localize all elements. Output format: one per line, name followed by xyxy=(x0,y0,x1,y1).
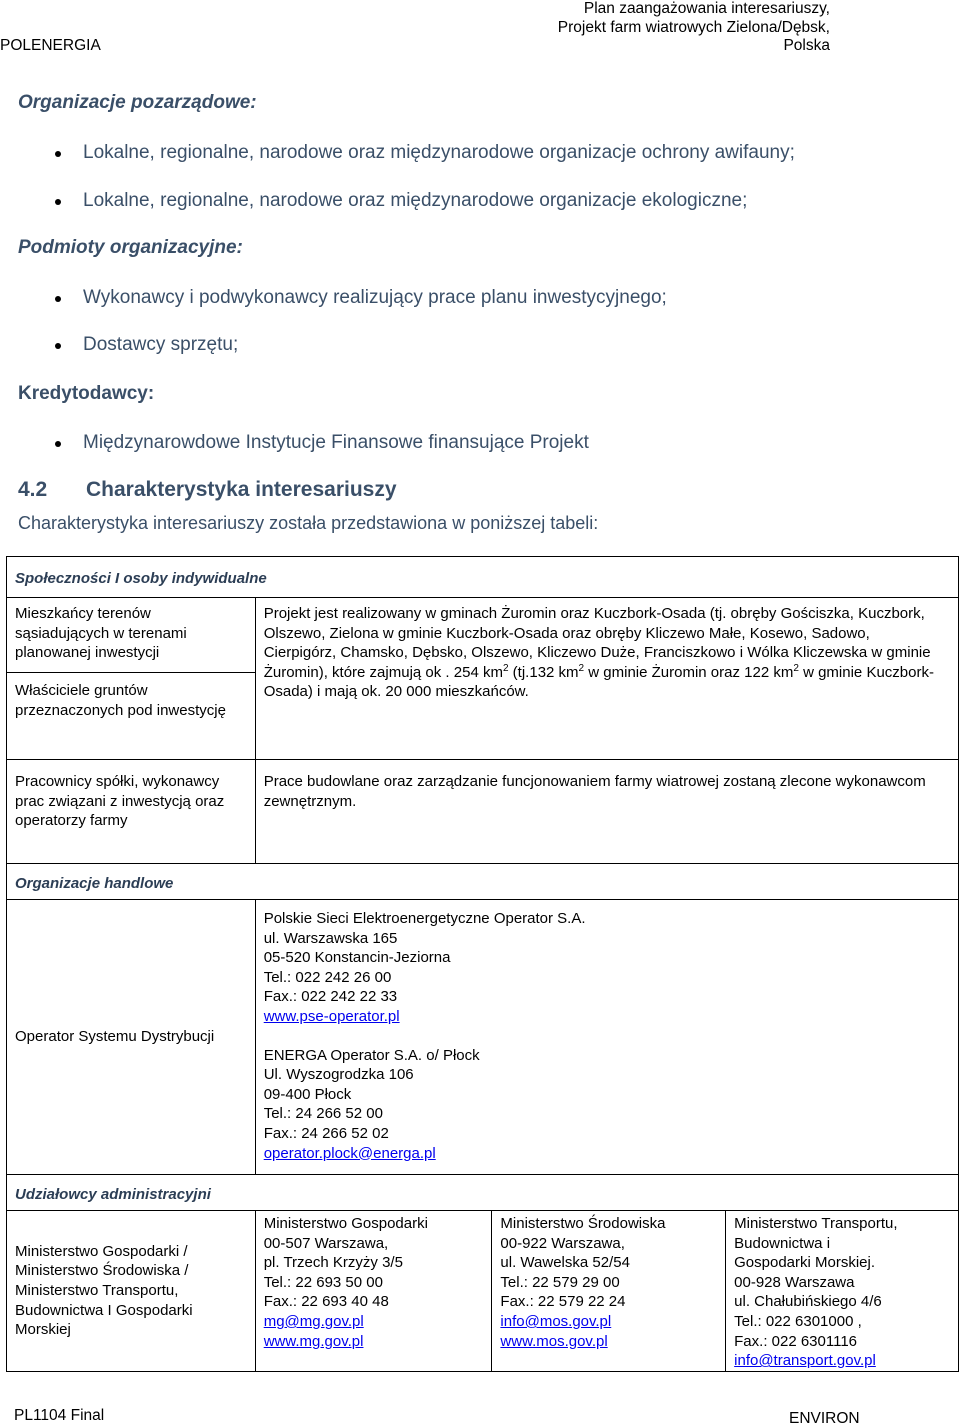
table-row xyxy=(7,864,959,900)
table-row xyxy=(7,598,959,673)
bullet-icon xyxy=(55,441,61,447)
stakeholder-table xyxy=(6,556,959,1372)
stakeholder-label: Mieszkańcy terenów sąsiadujących w terenami planowanej inwestycji xyxy=(7,598,256,673)
table-row xyxy=(7,900,959,1175)
bullet-icon xyxy=(55,199,61,205)
bullet-icon xyxy=(55,343,61,349)
intro-text: Charakterystyka interesariuszy została przedstawiona w poniższej tabeli: xyxy=(18,513,599,533)
stakeholder-label: Ministerstwo Gospodarki / Ministerstwo Środowiska / Ministerstwo Transportu, Budownictwa I Gospodarki Morskiej xyxy=(7,1211,256,1372)
document-title: Plan zaangażowania interesariuszy, Projekt farm wiatrowych Zielona/Dębsk, Polska xyxy=(557,0,830,54)
stakeholder-description: Projekt jest realizowany w gminach Żuromin oraz Kuczbork-Osada (tj. obręby Gościszka, Kuczbork, Olszewo, Zielona w gminie Kuczbork-Osada oraz obręby Kliczewo Małe, Kosewo, Sadowo, Cierpigórz, Chamsko, Dębsko, Olszewo, Kliczewo Duże, Franciszkowo i Wólka Kliczewska w gminie Żuromin), które zajmują ok . 254 $km^2$ (tj.132 $km^2$ w gminie Żuromin oraz 122 $km^2$ w gminie Kuczbork-Osada) i mają ok. 20 000 mieszkańców. xyxy=(255,598,958,760)
category-heading: Udziałowcy administracyjni xyxy=(7,1175,959,1211)
section-title: 4.2 Charakterystyka interesariuszy xyxy=(18,478,397,501)
category-heading: Społeczności I osoby indywidualne xyxy=(7,557,959,598)
section-heading-lenders: Kredytodawcy: xyxy=(18,383,155,404)
table-row xyxy=(7,557,959,598)
company-name: POLENERGIA xyxy=(0,37,101,54)
stakeholder-description: Polskie Sieci Elektroenergetyczne Operator S.A. ul. Warszawska 165 05-520 Konstancin-Jeziorna Tel.: 022 242 26 00 Fax.: 022 242 22 33 www.pse-operator.pl ENERGA Operator S.A. o/ Płock Ul. Wyszogrodzka 106 09-400 Płock Tel.: 24 266 52 00 Fax.: 24 266 52 02 operator.plock@energa.pl xyxy=(255,900,958,1175)
mos-website-link[interactable]: www.mos.gov.pl xyxy=(500,1332,608,1350)
footer-company: ENVIRON xyxy=(789,1410,860,1427)
section-heading-ngo: Organizacje pozarządowe: xyxy=(18,92,257,113)
energa-email-link[interactable]: operator.plock@energa.pl xyxy=(263,1144,436,1162)
stakeholder-label: Pracownicy spółki, wykonawcy prac związani z inwestycją oraz operatorzy farmy xyxy=(7,760,256,864)
table-row xyxy=(7,760,959,864)
stakeholder-description: Prace budowlane oraz zarządzanie funcjonowaniem farmy wiatrowej zostaną zlecone wykonawcom zewnętrznym. xyxy=(255,760,958,864)
section-heading-org: Podmioty organizacyjne: xyxy=(18,237,243,258)
stakeholder-label: Właściciele gruntów przeznaczonych pod inwestycję xyxy=(7,673,256,760)
ministry-environment-contact: Ministerstwo Środowiska 00-922 Warszawa, ul. Wawelska 52/54 Tel.: 22 579 29 00 Fax.: 22 579 22 24 info@mos.gov.pl www.mos.gov.pl xyxy=(492,1211,726,1372)
bullet-icon xyxy=(55,151,61,157)
category-heading: Organizacje handlowe xyxy=(7,864,959,900)
table-row xyxy=(7,1211,959,1372)
mg-website-link[interactable]: www.mg.gov.pl xyxy=(263,1332,364,1350)
footer-document-code: PL1104 Final xyxy=(14,1407,105,1424)
ministry-transport-contact: Ministerstwo Transportu, Budownictwa i Gospodarki Morskiej. 00-928 Warszawa ul. Chałubińskiego 4/6 Tel.: 022 6301000 , Fax.: 022 6301116 info@transport.gov.pl xyxy=(726,1211,959,1372)
stakeholder-label: Operator Systemu Dystrybucji xyxy=(7,900,256,1175)
pse-website-link[interactable]: www.pse-operator.pl xyxy=(263,1007,400,1025)
bullet-icon xyxy=(55,296,61,302)
table-row xyxy=(7,1175,959,1211)
ministry-economy-contact: Ministerstwo Gospodarki 00-507 Warszawa, pl. Trzech Krzyży 3/5 Tel.: 22 693 50 00 Fax.: 22 693 40 48 mg@mg.gov.pl www.mg.gov.pl xyxy=(255,1211,492,1372)
mg-email-link[interactable]: mg@mg.gov.pl xyxy=(263,1312,364,1330)
mos-email-link[interactable]: info@mos.gov.pl xyxy=(500,1312,612,1330)
mt-email-link[interactable]: info@transport.gov.pl xyxy=(734,1352,876,1370)
